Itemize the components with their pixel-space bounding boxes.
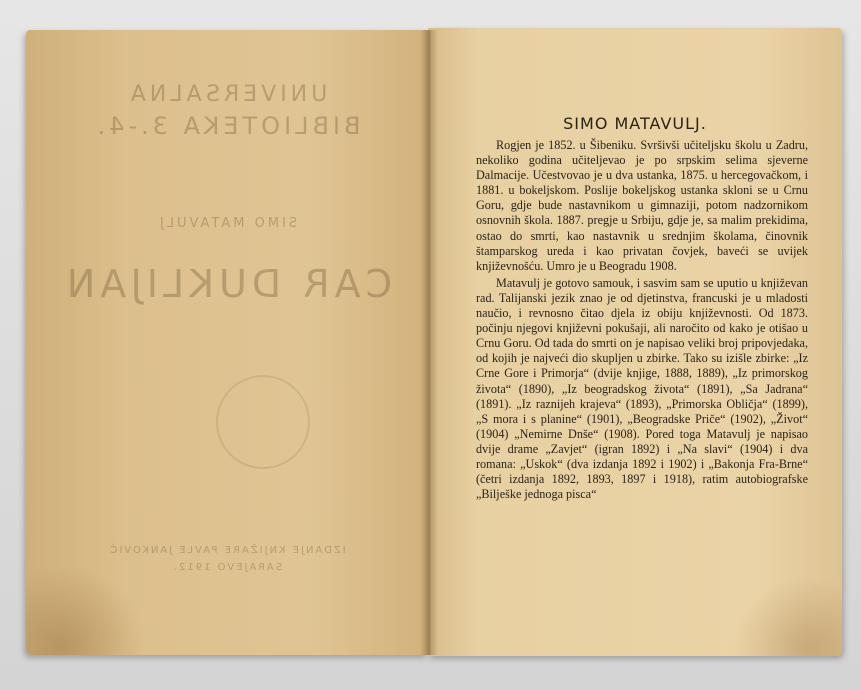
ghost-series-line1: UNIVERSALNA [126, 82, 328, 107]
ghost-author: SIMO MATAVULJ [156, 216, 298, 231]
body-text [476, 138, 808, 504]
right-page [428, 28, 842, 656]
page-heading: SIMO MATAVULJ. [563, 114, 707, 133]
book-gutter [420, 30, 438, 655]
ghost-imprint-line2: SARAJEVO 1912. [171, 562, 283, 573]
ghost-imprint-line1: IZDANJE KNJIŽARE PAVLE JANKOVIĆ [108, 545, 346, 556]
ghost-ornament-icon [216, 375, 310, 469]
ghost-series-line2: BIBLIOTEKA 3.-4. [93, 112, 361, 140]
ghost-title: CAR DUKLIJAN [61, 262, 393, 306]
paragraph-biography: Rogjen je 1852. u Šibeniku. Svršivši učiteljsku školu u Zadru, nekoliko godina učiteljevao je po srpskim selima sjeverne Dalmacije. Učestvovao je u dva ustanka, 1875. u hercegovačkom, i 1881. u bokeljskom. Poslije bokeljskog ustanka skloni se u Crnu Goru, gdje bude nastavnikom u gimnaziji, potom nadzornikom osnovnih škola. 1887. pregje u Srbiju, gdje je, sa malim prekidima, ostao do smrti, kao nastavnik u srednjim školama, činovnik štamparskog ureda i kao privatan čovjek, baveći se uvijek književnošću. Umro je u Beogradu 1908. [476, 138, 808, 273]
paragraph-works: Matavulj je gotovo samouk, i sasvim sam se uputio u književan rad. Talijanski jezik znao je od djetinstva, francuski je u mladosti naučio, i revnosno čitao djela iz obiju književnosti. Od 1873. počinju njegovi književni pokušaji, ali naročito od kako je otišao u Crnu Goru. Od tada do smrti on je napisao veliki broj pripovjedaka, od kojih je najveći dio skupljen u zbirke. Tako su izišle zbirke: „Iz Crne Gore i Primorja“ (dvije knjige, 1888, 1889), „Iz primorskog života“ (1890), „Iz beogradskog života“ (1891), „Sa Jadrana“ (1891). „Iz raznijeh krajeva“ (1893), „Primorska Obličja“ (1899), „S mora i s planine“ (1901), „Beogradske Priče“ (1902), „Život“ (1904) „Nemirne Dnše“ (1908). Pored toga Matavulj je napisao dvije drame „Zavjet“ (igran 1892) i „Na slavi“ (1904) i dva romana: „Uskok“ (dva izdanja 1892 i 1902) i „Bakonja Fra-Brne“ (četri izdanja 1892, 1893, 1897 i 1918), ratim autobiografske „Bilješke jednoga pisca“ [476, 275, 808, 502]
left-page [26, 30, 428, 655]
